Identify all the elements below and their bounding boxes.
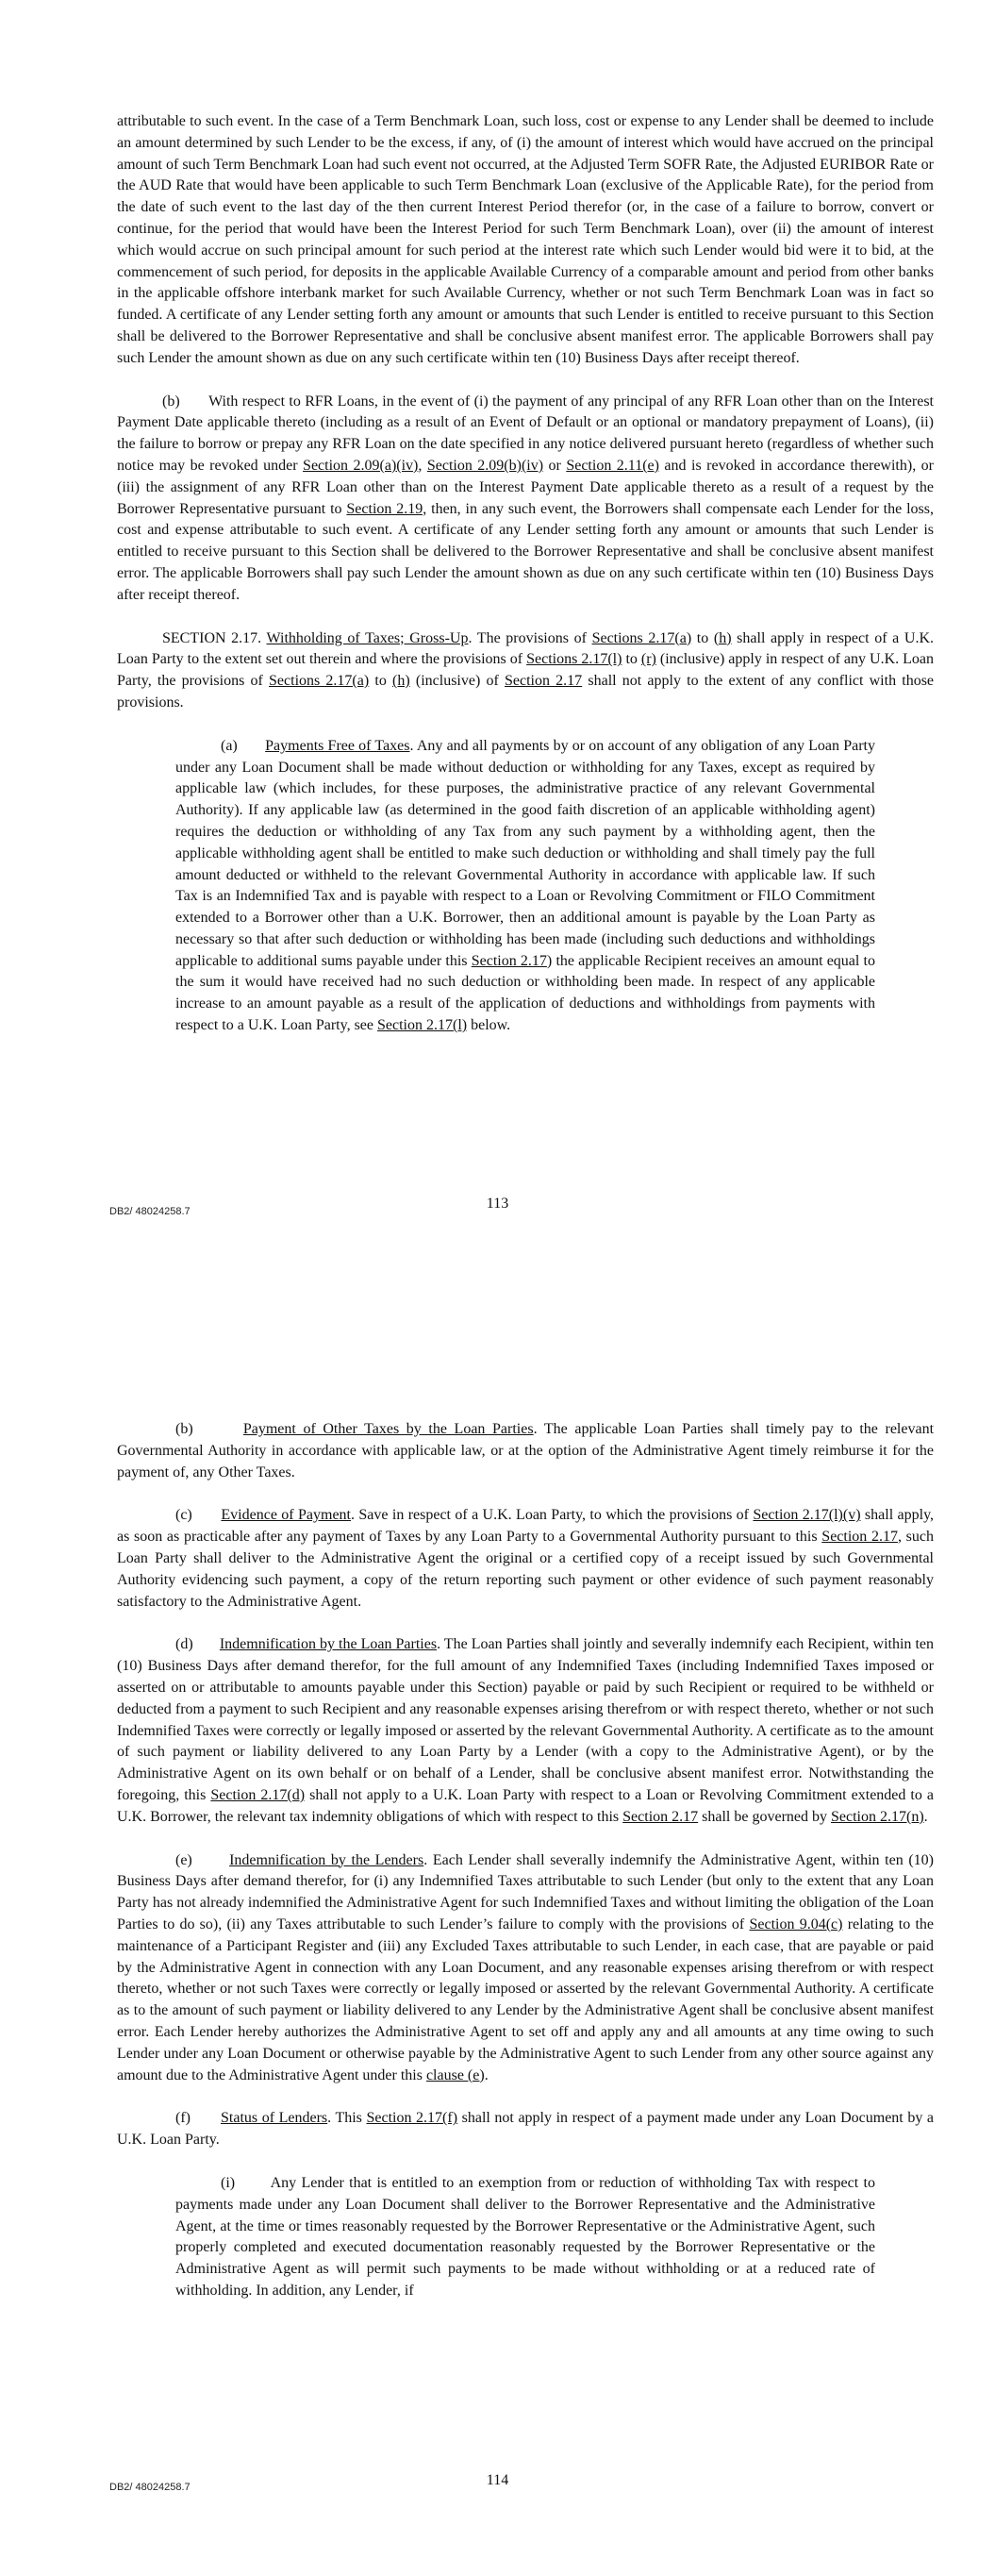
xref-section-2-17-n: Section 2.17(n)	[831, 1808, 924, 1825]
xref-section-2-17-l-v: Section 2.17(l)(v)	[753, 1507, 861, 1524]
xref-sections-2-17-l: Sections 2.17(l)	[526, 651, 622, 668]
xref-clause-e: clause (e)	[425, 2066, 485, 2083]
paragraph-2-17-f: (f) Status of Lenders. This Section 2.17(f) shall not apply in respect of a payment made under any Loan Document by a U.K. Loan Party.	[117, 2110, 934, 2149]
page-number: 113	[486, 1196, 509, 1212]
xref-section-2-09-a-iv: Section 2.09(a)(iv)	[303, 457, 419, 474]
page-113	[0, 0, 995, 1227]
paragraph-2-17-c: (c) Evidence of Payment. Save in respect of a U.K. Loan Party, to which the provisions of Section 2.17(l)(v) shall apply, as soon as practicable after any payment of Taxes by any Loan Party to a Governmental Authority pursuant to this Section 2.17, such Loan Party shall deliver to the Administrative Agent the original or a certified copy of a receipt issued by such Governmental Authority evidencing such payment, a copy of the return reporting such payment or other evidence of such payment reasonably satisfactory to the Administrative Agent.	[117, 1507, 935, 1610]
paragraph-2-17-f-i: (i) Any Lender that is entitled to an exemption from or reduction of withholding Tax with respect to payments made under any Loan Document shall deliver to the Borrower Representative and the Administrative Agent, at the time or times reasonably requested by the Borrower Representative or the Administrative Agent, such properly completed and executed documentation reasonably requested by the Borrower Representative or the Administrative Agent as will permit such payments to be made without withholding or at a reduced rate of withholding. In addition, any Lender, if	[175, 2174, 875, 2299]
paragraph-2-17-d: (d) Indemnification by the Loan Parties. The Loan Parties shall jointly and severally indemnify each Recipient, within ten (10) Business Days after demand therefor, for the full amount of any Indemnified Taxes (including Indemnified Taxes imposed or asserted on or attributable to amounts payable under this Section) payable or paid by such Recipient or required to be withheld or deducted from a payment to such Recipient and any reasonable expenses arising therefrom or with respect thereto, whether or not such Indemnified Taxes were correctly or legally imposed or asserted by the relevant Governmental Authority. A certificate as to the amount of such payment or liability delivered to any Loan Party by a Lender (with a copy to the Administrative Agent), or by the Administrative Agent on its own behalf or on behalf of a Lender, shall be conclusive absent manifest error. Notwithstanding the foregoing, this Section 2.17(d) shall not apply to a U.K. Loan Party with respect to a Loan or Revolving Commitment extended to a U.K. Borrower, the relevant tax indemnity obligations of which with respect to this Section 2.17 shall be governed by Section 2.17(n).	[117, 1636, 935, 1825]
paragraph-2-17-a: (a) Payments Free of Taxes. Any and all payments by or on account of any obligation of any Loan Party under any Loan Document shall be made without deduction or withholding for any Taxes, except as required by applicable law (which includes, for these purposes, the administrative practice of any relevant Governmental Authority). If any applicable law (as determined in the good faith discretion of an applicable withholding agent) requires the deduction or withholding of any Tax from any such payment by a withholding agent, then the applicable withholding agent shall be entitled to make such deduction or withholding and shall timely pay the full amount deducted or withheld to the relevant Governmental Authority in accordance with applicable law. If such Tax is an Indemnified Tax and is payable with respect to a Loan or Revolving Commitment or FILO Commitment extended to a Borrower other than a U.K. Borrower, then an additional amount is payable by the Loan Party as necessary so that after such deduction or withholding has been made (including such deductions and withholdings applicable to additional sums payable under this Section 2.17) the applicable Recipient receives an amount equal to the sum it would have received had no such deduction or withholding been made. In respect of any applicable increase to an amount payable as a result of the application of deductions and withholdings from payments with respect to a U.K. Loan Party, see Section 2.17(l) below.	[175, 737, 876, 1034]
paragraph-2-17-e: (e) Indemnification by the Lenders. Each Lender shall severally indemnify the Administrative Agent, within ten (10) Business Days after demand therefor, for (i) any Indemnified Taxes attributable to such Lender (but only to the extent that any Loan Party has not already indemnified the Administrative Agent for such Indemnified Taxes and without limiting the obligation of the Loan Parties to do so), (ii) any Taxes attributable to such Lender’s failure to comply with the provisions of Section 9.04(c) relating to the maintenance of a Participant Register and (iii) any Excluded Taxes attributable to such Lender, in each case, that are payable or paid by the Administrative Agent in connection with any Loan Document, and any reasonable expenses arising therefrom or with respect thereto, whether or not such Taxes were correctly or legally imposed or asserted by the relevant Governmental Authority. A certificate as to the amount of such payment or liability delivered to any Lender by the Administrative Agent shall be conclusive absent manifest error. Each Lender hereby authorizes the Administrative Agent to set off and apply any and all amounts at any time owing to such Lender under any Loan Document or otherwise payable by the Administrative Agent to such Lender from any other source against any amount due to the Administrative Agent under this clause (e).	[117, 1851, 935, 2083]
xref-sections-2-17-a: Sections 2.17(a)	[591, 629, 692, 646]
xref-section-2-17: Section 2.17	[622, 1808, 699, 1825]
section-2-17-title: Withholding of Taxes; Gross-Up	[266, 629, 469, 646]
xref-r: (r)	[640, 651, 656, 668]
xref-section-2-09-b-iv: Section 2.09(b)(iv)	[426, 457, 544, 474]
xref-section-2-11-e: Section 2.11(e)	[566, 457, 659, 474]
heading-status-of-lenders: Status of Lenders	[221, 2110, 328, 2127]
heading-payments-free-of-taxes: Payments Free of Taxes	[265, 737, 410, 754]
section-2-17-heading-paragraph: SECTION 2.17. Withholding of Taxes; Gross-Up. The provisions of Sections 2.17(a) to (h) shall apply in respect of a U.K. Loan Party to the extent set out therein and where the provisions of Sections 2.17(l) to (r) (inclusive) apply in respect of any U.K. Loan Party, the provisions of Sections 2.17(a) to (h) (inclusive) of Section 2.17 shall not apply to the extent of any conflict with those provisions.	[117, 629, 935, 711]
paragraph-continuation: attributable to such event. In the case of a Term Benchmark Loan, such loss, cost or expense to any Lender shall be deemed to include an amount determined by such Lender to be the excess, if any, of (i) the amount of interest which would have accrued on the principal amount of such Term Benchmark Loan had such event not occurred, at the Adjusted Term SOFR Rate, the Adjusted EURIBOR Rate or the AUD Rate that would have been applicable to such Term Benchmark Loan (exclusive of the Applicable Rate), for the period from the date of such event to the last day of the then current Interest Period therefor (or, in the case of a failure to borrow, convert or continue, for the period that would have been the Interest Period for such Term Benchmark Loan), over (ii) the amount of interest which would accrue on such principal amount for such period at the interest rate which such Lender would bid were it to bid, at the commencement of such period, for deposits in the applicable Available Currency of a comparable amount and period from other banks in the applicable offshore interbank market for such Available Currency, whether or not such Term Benchmark Loan was in fact so funded. A certificate of any Lender setting forth any amount or amounts that such Lender is entitled to receive pursuant to this Section shall be delivered to the Borrower Representative and shall be conclusive absent manifest error. The applicable Borrowers shall pay such Lender the amount shown as due on any such certificate within ten (10) Business Days after receipt thereof.	[117, 113, 934, 366]
xref-section-2-17: Section 2.17	[471, 952, 547, 969]
page-113-body	[117, 111, 934, 1059]
paragraph-2-17-b: (b) Payment of Other Taxes by the Loan Parties. The applicable Loan Parties shall timely pay to the relevant Governmental Authority in accordance with applicable law, or at the option of the Administrative Agent timely reimburse it for the payment of, any Other Taxes.	[117, 1421, 935, 1480]
page-114-body	[117, 1419, 934, 2324]
xref-sections-2-17-a-2: Sections 2.17(a)	[269, 673, 370, 690]
xref-section-2-17: Section 2.17	[821, 1529, 898, 1546]
page-number: 114	[486, 2472, 509, 2488]
xref-section-2-17-d: Section 2.17(d)	[210, 1786, 306, 1803]
heading-evidence-of-payment: Evidence of Payment	[221, 1507, 352, 1524]
xref-section-2-19: Section 2.19,	[346, 500, 427, 517]
heading-indemnification-by-loan-parties: Indemnification by the Loan Parties	[219, 1636, 438, 1653]
xref-section-2-17: Section 2.17	[505, 673, 583, 690]
xref-section-9-04-c: Section 9.04(c)	[749, 1915, 843, 1932]
xref-h: (h)	[713, 629, 732, 646]
document-id-footer: DB2/ 48024258.7	[109, 1206, 191, 1217]
xref-section-2-17-f: Section 2.17(f)	[366, 2110, 458, 2127]
xref-section-2-17-l: Section 2.17(l)	[377, 1017, 468, 1034]
page-114	[0, 1359, 995, 2576]
heading-indemnification-by-lenders: Indemnification by the Lenders	[229, 1851, 424, 1868]
heading-payment-of-other-taxes: Payment of Other Taxes by the Loan Parties	[242, 1421, 534, 1437]
document-id-footer: DB2/ 48024258.7	[109, 2482, 191, 2493]
paragraph-2-16-b: (b) With respect to RFR Loans, in the event of (i) the payment of any principal of any RFR Loan other than on the Interest Payment Date applicable thereto (including as a result of an Event of Default or an optional or mandatory prepayment of Loans), (ii) the failure to borrow or prepay any RFR Loan on the date specified in any notice delivered pursuant hereto (regardless of whether such notice may be revoked under Section 2.09(a)(iv), Section 2.09(b)(iv) or Section 2.11(e) and is revoked in accordance therewith), or (iii) the assignment of any RFR Loan other than on the Interest Payment Date applicable thereto as a result of a request by the Borrower Representative pursuant to Section 2.19, then, in any such event, the Borrowers shall compensate each Lender for the loss, cost and expense attributable to such event. A certificate of any Lender setting forth any amount or amounts that such Lender is entitled to receive pursuant to this Section shall be delivered to the Borrower Representative and shall be conclusive absent manifest error. The applicable Borrowers shall pay such Lender the amount shown as due on any such certificate within ten (10) Business Days after receipt thereof.	[117, 393, 934, 603]
xref-h-2: (h)	[392, 673, 410, 690]
